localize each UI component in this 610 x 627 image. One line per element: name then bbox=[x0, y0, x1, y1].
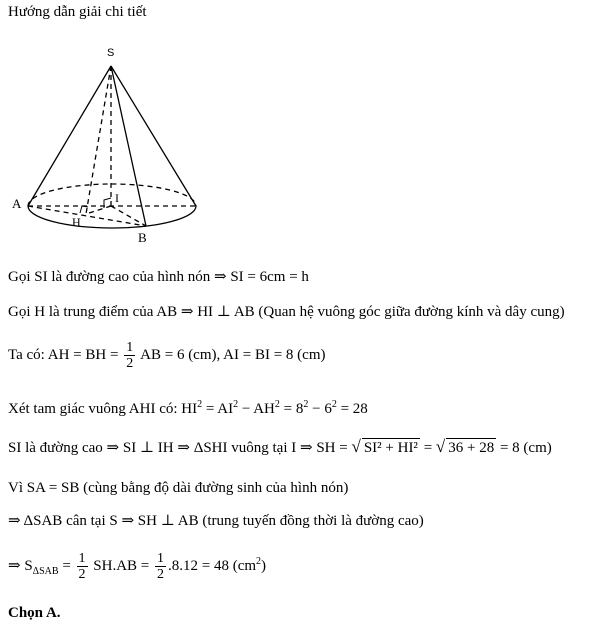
page-title: Hướng dẫn giải chi tiết bbox=[8, 4, 147, 20]
solution-line-2: Gọi H là trung điểm của AB ⇒ HI ⊥ AB (Quan hệ vuông góc giữa đường kính và dây cung) bbox=[8, 304, 565, 320]
label-a: A bbox=[12, 196, 22, 211]
generatrix-sa bbox=[28, 66, 111, 206]
solution-line-6: Vì SA = SB (cùng bằng độ dài đường sinh của hình nón) bbox=[8, 480, 349, 496]
label-s: S bbox=[107, 47, 115, 59]
generatrix-right bbox=[111, 66, 196, 206]
line3-suffix: AB = 6 (cm), AI = BI = 8 (cm) bbox=[140, 346, 326, 363]
solution-line-8: ⇒ $S_{\Delta SAB}$ = $\frac{1}{2}$ SH.AB = $\frac{1}{2}$ .8.12 = 48 $(cm^2)$ bbox=[8, 551, 267, 583]
solution-line-7: ⇒ ΔSAB cân tại S ⇒ SH ⊥ AB (trung tuyến đồng thời là đường cao) bbox=[8, 513, 424, 529]
label-h: H bbox=[72, 215, 81, 229]
fraction-half: $\frac{1}{2}$ bbox=[126, 340, 134, 371]
solution-line-3 bbox=[8, 340, 326, 371]
solution-line-5: SI là đường cao ⇒ SI ⊥ IH ⇒ ΔSHI vuông tại I ⇒ SH = √ SI² + HI² = √ 36 + 28 = 8 (cm) bbox=[8, 437, 552, 456]
solution-line-4: Xét tam giác vuông AHI có: $HI^2 = AI^2 - AH^2 = 8^2 - 6^2 = 28$ bbox=[8, 399, 368, 417]
fraction-half-2: $\frac{1}{2}$ bbox=[78, 551, 86, 583]
base-front bbox=[28, 206, 196, 228]
label-i: I bbox=[115, 191, 119, 205]
segment-ih bbox=[86, 206, 111, 214]
label-b: B bbox=[138, 230, 147, 245]
line3-prefix: Ta có: AH = BH = bbox=[8, 346, 119, 363]
cone-figure bbox=[0, 36, 230, 251]
solution-line-1: Gọi SI là đường cao của hình nón ⇒ SI = 6cm = h bbox=[8, 269, 309, 285]
sqrt-36-28: 36 + 28 bbox=[448, 440, 495, 456]
base-back bbox=[28, 184, 196, 206]
answer-choice: Chọn A. bbox=[8, 605, 61, 621]
sqrt-si-hi: SI² + HI² bbox=[363, 440, 418, 456]
fraction-half-3: $\frac{1}{2}$ bbox=[157, 551, 165, 583]
